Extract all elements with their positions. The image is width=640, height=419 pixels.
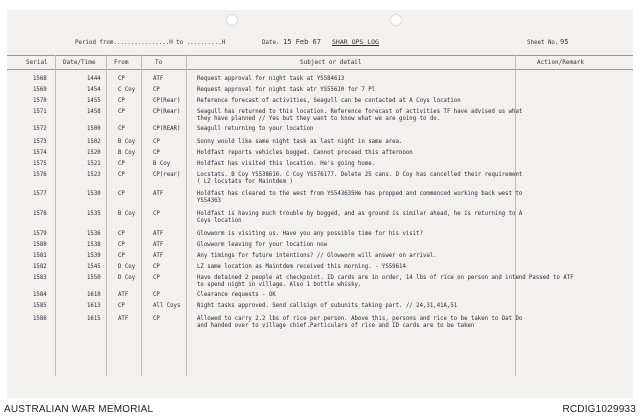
- log-title: SHAR OPS LOG: [332, 38, 379, 46]
- col-from: From: [114, 59, 129, 66]
- cell-to: CP: [153, 87, 160, 93]
- cell-serial: 1574: [33, 150, 47, 156]
- cell-subject: Night tasks approved. Send callsign of subunits taking part. // 24,31,41A,51: [197, 303, 458, 309]
- cell-time: 1455: [87, 98, 101, 104]
- cell-serial: 1569: [33, 87, 47, 93]
- cell-from: CP: [118, 126, 125, 132]
- column-divider: [55, 55, 56, 376]
- col-subject: Subject or detail: [300, 59, 362, 66]
- cell-to: CP: [153, 211, 160, 217]
- cell-serial: 1581: [33, 253, 47, 259]
- cell-from: B Coy: [118, 139, 136, 145]
- cell-from: ATF: [118, 292, 129, 298]
- cell-time: 1538: [87, 242, 101, 248]
- punch-hole-right: [390, 14, 402, 26]
- cell-time: 1613: [87, 303, 101, 309]
- cell-time: 1610: [87, 292, 101, 298]
- column-divider: [186, 55, 187, 376]
- cell-to: CP: [153, 139, 160, 145]
- cell-subject: Have detained 2 people at checkpoint. ID cards are in order, 14 lbs of rice on person and intend to spend night in village. Also 1 bottle whisky.: [197, 275, 526, 288]
- cell-subject: Glowworm is visiting us. Have you any possible time for his visit?: [197, 231, 423, 237]
- cell-from: D Coy: [118, 264, 136, 270]
- cell-serial: 1570: [33, 98, 47, 104]
- cell-to: CP(REAR): [153, 126, 181, 132]
- cell-serial: 1586: [33, 316, 47, 322]
- cell-subject: Holdfast has cleared to the west from YS543635He has propped and commenced working back west to YS54363: [197, 191, 523, 204]
- cell-time: 1500: [87, 126, 101, 132]
- cell-to: CP: [153, 264, 160, 270]
- cell-from: CP: [118, 231, 125, 237]
- cell-from: D Coy: [118, 275, 136, 281]
- cell-subject: Holdfast has visited this location. He's going home.: [197, 161, 376, 167]
- cell-time: 1530: [87, 191, 101, 197]
- cell-serial: 1571: [33, 109, 47, 115]
- cell-subject: Holdfast is having much trouble by bogged, and as ground is similar ahead, he is returning to A Coys location: [197, 211, 523, 224]
- cell-subject: Request approval for night task at YS584613: [197, 76, 345, 82]
- cell-time: 1550: [87, 275, 101, 281]
- header-rule-top: [7, 55, 633, 56]
- cell-time: 1502: [87, 139, 101, 145]
- cell-from: C Coy: [118, 87, 136, 93]
- footer-id: RCDIG1029933: [562, 404, 636, 415]
- cell-serial: 1575: [33, 161, 47, 167]
- cell-time: 1539: [87, 253, 101, 259]
- cell-to: ATF: [153, 191, 164, 197]
- cell-subject: Allowed to carry 2.2 lbs of rice per person. Above this, persons and rice to be taken to Dat Do and handed over to village chief.Particulars of rice and ID cards are to be taken: [197, 316, 523, 329]
- cell-from: CP: [118, 191, 125, 197]
- cell-time: 1520: [87, 150, 101, 156]
- cell-time: 1458: [87, 109, 101, 115]
- cell-to: ATF: [153, 76, 164, 82]
- header-rule-bottom: [7, 69, 633, 70]
- cell-to: B Coy: [153, 161, 171, 167]
- cell-serial: 1568: [33, 76, 47, 82]
- cell-to: ATF: [153, 253, 164, 259]
- cell-action: Passed to ATF: [529, 275, 574, 281]
- period-label: Period from................H to ..........H: [75, 40, 226, 46]
- cell-subject: Glowworm leaving for your location now: [197, 242, 328, 248]
- punch-hole-left: [226, 14, 238, 26]
- cell-subject: Sonny would like same night task as last night in same area.: [197, 139, 403, 145]
- col-serial: Serial: [26, 59, 48, 66]
- cell-from: CP: [118, 172, 125, 178]
- cell-from: CP: [118, 303, 125, 309]
- cell-subject: Holdfast reports vehicles bogged. Cannot proceed this afternoon: [197, 150, 413, 156]
- cell-to: ATF: [153, 242, 164, 248]
- cell-time: 1615: [87, 316, 101, 322]
- column-divider: [141, 55, 142, 376]
- cell-time: 1523: [87, 172, 101, 178]
- cell-to: CP(Rear): [153, 98, 181, 104]
- cell-from: B Coy: [118, 150, 136, 156]
- cell-subject: LZ same location as Maintdem received this morning. - YS59614: [197, 264, 406, 270]
- cell-time: 1521: [87, 161, 101, 167]
- cell-serial: 1578: [33, 211, 47, 217]
- cell-to: ATF: [153, 231, 164, 237]
- cell-serial: 1585: [33, 303, 47, 309]
- cell-time: 1454: [87, 87, 101, 93]
- sheet-value: 95: [560, 38, 569, 46]
- cell-serial: 1572: [33, 126, 47, 132]
- cell-from: ATF: [118, 316, 129, 322]
- cell-subject: Seagull returning to your location: [197, 126, 314, 132]
- cell-from: B Coy: [118, 211, 136, 217]
- cell-subject: Reference forecast of activities, Seagull can be contacted at A Coys location: [197, 98, 461, 104]
- cell-serial: 1584: [33, 292, 47, 298]
- cell-to: CP: [153, 275, 160, 281]
- cell-time: 1536: [87, 231, 101, 237]
- cell-from: CP: [118, 242, 125, 248]
- cell-to: CP(rear): [153, 172, 181, 178]
- col-action: Action/Remark: [537, 59, 584, 66]
- cell-subject: Seagull has returned to this location. Reference forecast of activities TF have advised us what they have planned // Yes but they want to know what we are going to do.: [197, 109, 523, 122]
- cell-from: CP: [118, 109, 125, 115]
- col-datetime: Date/Time: [63, 59, 96, 66]
- date-label: Date.: [262, 40, 280, 46]
- cell-to: All Coys: [153, 303, 181, 309]
- cell-to: CP: [153, 316, 160, 322]
- cell-to: CP: [153, 292, 160, 298]
- cell-serial: 1583: [33, 275, 47, 281]
- cell-time: 1444: [87, 76, 101, 82]
- cell-time: 1535: [87, 211, 101, 217]
- cell-from: CP: [118, 161, 125, 167]
- cell-serial: 1576: [33, 172, 47, 178]
- cell-from: CP: [118, 76, 125, 82]
- cell-serial: 1582: [33, 264, 47, 270]
- cell-time: 1545: [87, 264, 101, 270]
- cell-subject: Clearance requests - OK: [197, 292, 276, 298]
- cell-from: CP: [118, 98, 125, 104]
- cell-to: CP: [153, 150, 160, 156]
- cell-serial: 1577: [33, 191, 47, 197]
- date-value: 15 Feb 67: [283, 38, 321, 46]
- cell-subject: Locstats. B Coy YS538616. C Coy YS576177. Delete 25 cans. D Coy has cancelled their requirement ( LZ locstats for Maintdem ): [197, 172, 523, 185]
- cell-to: CP(Rear): [153, 109, 181, 115]
- sheet-label: Sheet No.: [527, 40, 559, 46]
- cell-serial: 1579: [33, 231, 47, 237]
- col-to: To: [155, 59, 163, 66]
- footer-archive: AUSTRALIAN WAR MEMORIAL: [4, 404, 154, 415]
- column-divider: [106, 55, 107, 376]
- cell-serial: 1573: [33, 139, 47, 145]
- cell-subject: Request approval for night task atr YS55610 for 7 Pl: [197, 87, 376, 93]
- cell-from: CP: [118, 253, 125, 259]
- cell-subject: Any timings for future intentions? // Glowworm will answer on arrival.: [197, 253, 437, 259]
- cell-serial: 1580: [33, 242, 47, 248]
